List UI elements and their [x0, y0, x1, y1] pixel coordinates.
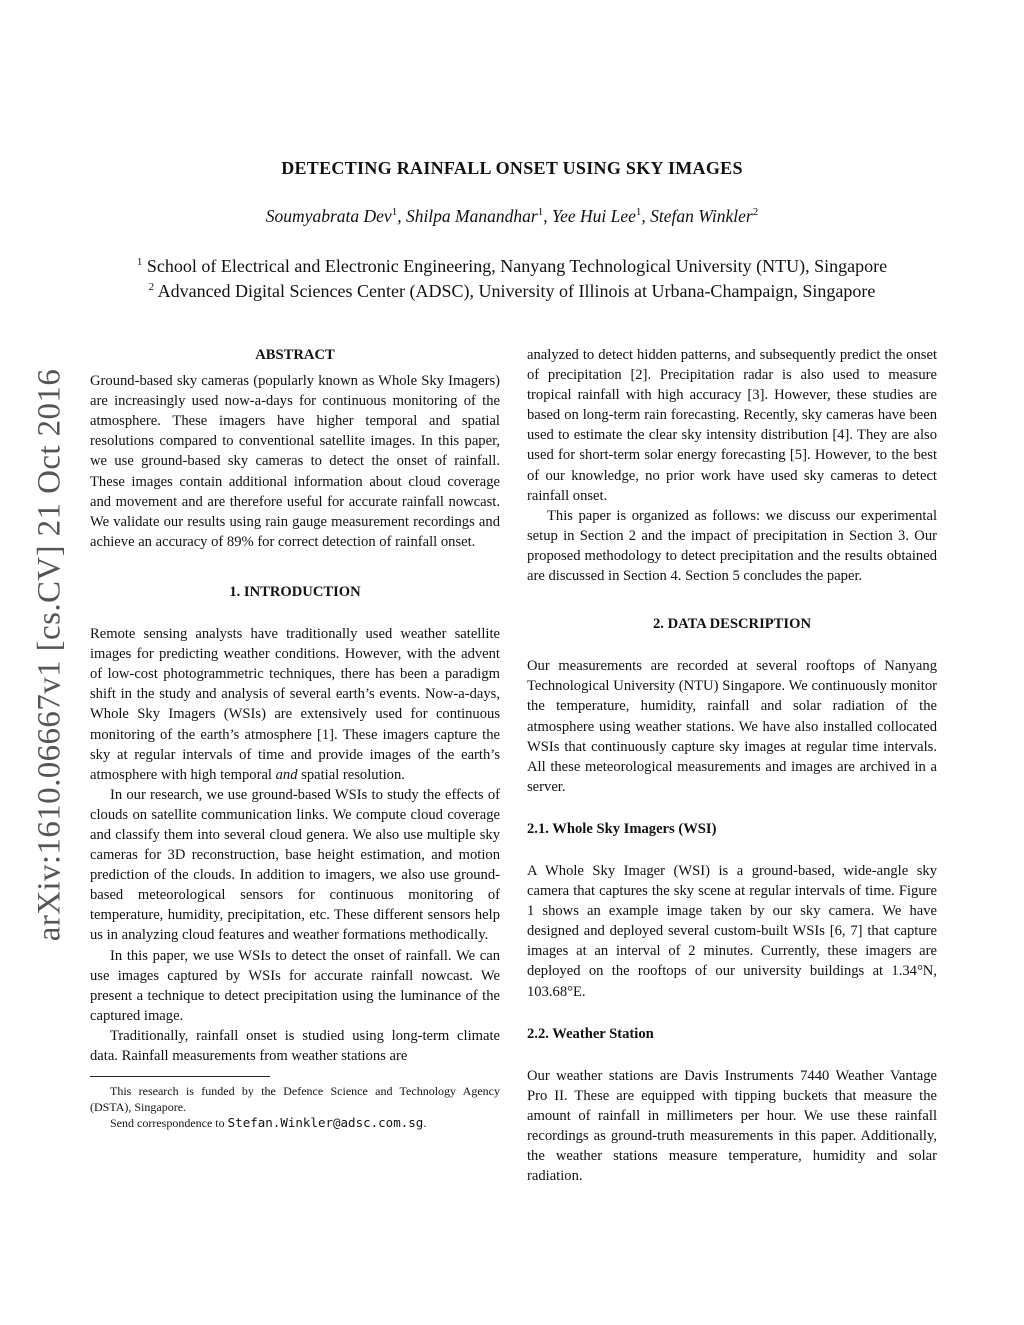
author-affiliation-mark: 1: [537, 206, 544, 219]
arxiv-identifier-text: arXiv:1610.06667v1 [cs.CV] 21 Oct 2016: [31, 368, 68, 942]
left-column: [90, 345, 500, 1131]
affiliation-number: 2: [148, 281, 155, 293]
intro-paragraph-4: Traditionally, rainfall onset is studied using long-term climate data. Rainfall measurements from weather stations are: [90, 1027, 500, 1064]
data-description-paragraph: Our measurements are recorded at several rooftops of Nanyang Technological University (NTU) Singapore. We continuously monitor the temperature, humidity, rainfall and solar radiation of the atmosphere using weather stations. We have also installed collocated WSIs that continuously capture sky images at regular time intervals. All these meteorological measurements and images are archived in a server.: [527, 658, 937, 795]
abstract-heading: ABSTRACT: [255, 347, 335, 363]
affiliation-2: [0, 281, 1024, 302]
intro-paragraph-4-continued: analyzed to detect hidden patterns, and subsequently predict the onset of precipitation [2]. Precipitation radar is also used to measure tropical rainfall with high accuracy [3]. However, these studies are based on long-term rain forecasting. Recently, sky cameras have been used to estimate the clear sky intensity distribution [4]. They are also used for short-term solar energy forecasting [5]. However, to the best of our knowledge, no prior work have used sky cameras to detect rainfall onset.: [527, 347, 937, 504]
abstract-text: Ground-based sky cameras (popularly known as Whole Sky Imagers) are increasingly used now-a-days for continuous monitoring of the atmosphere. These imagers have higher temporal and spatial resolutions compared to conventional satellite images. In this paper, we use ground-based sky cameras to detect the onset of rainfall. These images contain additional information about cloud coverage and movement and are therefore useful for accurate rainfall nowcast. We validate our results using rain gauge measurement recordings and achieve an accuracy of 89% for correct detection of rainfall onset.: [90, 373, 500, 550]
author-name: Soumyabrata Dev: [265, 206, 392, 226]
paper-title: DETECTING RAINFALL ONSET USING SKY IMAGES: [281, 158, 743, 178]
correspondence-email[interactable]: Stefan.Winkler@adsc.com.sg: [227, 1115, 424, 1131]
footnote-divider: [90, 1076, 270, 1077]
weather-station-paragraph: Our weather stations are Davis Instruments 7440 Weather Vantage Pro II. These are equipped with tipping buckets that measure the amount of rainfall in millimeters per hour. We use these rainfall recordings as ground-truth measurements in this paper. Additionally, the weather stations measure temperature, humidity and solar radiation.: [527, 1067, 937, 1185]
wsi-paragraph: A Whole Sky Imager (WSI) is a ground-based, wide-angle sky camera that captures the sky scene at regular intervals of time. Figure 1 shows an example image taken by our sky camera. We have designed and deployed several custom-built WSIs [6, 7] that capture images at an interval of 2 minutes. Currently, these imagers are deployed on the rooftops of our university buildings at 1.34°N, 103.68°E.: [527, 862, 937, 1000]
author-affiliation-mark: 1: [391, 206, 398, 219]
author-name: Shilpa Manandhar: [405, 206, 538, 226]
author-name: Yee Hui Lee: [551, 206, 636, 226]
author-affiliation-mark: 2: [752, 206, 759, 219]
author-name: Stefan Winkler: [650, 206, 753, 226]
data-description-heading: 2. DATA DESCRIPTION: [653, 616, 811, 633]
intro-paragraph-5: This paper is organized as follows: we discuss our experimental setup in Section 2 and the impact of precipitation in Section 3. Our proposed methodology to detect precipitation and the results obtained are discussed in Section 4. Section 5 concludes the paper.: [527, 507, 937, 585]
affiliation-1: [0, 256, 1024, 277]
weather-station-subsection-heading: 2.2. Weather Station: [527, 1025, 654, 1042]
affiliation-text: School of Electrical and Electronic Engineering, Nanyang Technological University (NTU), Singapore: [146, 256, 888, 276]
intro-paragraph-3: In this paper, we use WSIs to detect the onset of rainfall. We can use images captured by WSIs for accurate rainfall nowcast. We present a technique to detect precipitation using the luminance of the captured image.: [90, 947, 500, 1024]
author-list: Soumyabrata Dev$^1$, Shilpa Manandhar$^1$, Yee Hui Lee$^1$, Stefan Winkler$^2$: [265, 206, 759, 226]
author-affiliation-mark: 1: [635, 206, 642, 219]
footnote-funding: This research is funded by the Defence Science and Technology Agency (DSTA), Singapore.: [90, 1084, 500, 1115]
introduction-heading: 1. INTRODUCTION: [229, 583, 361, 600]
affiliation-number: 1: [136, 256, 143, 268]
emphasis-and: and: [275, 766, 298, 783]
right-column: [527, 345, 937, 1186]
affiliation-text: Advanced Digital Sciences Center (ADSC), University of Illinois at Urbana-Champaign, Singapore: [157, 281, 876, 301]
wsi-subsection-heading: 2.1. Whole Sky Imagers (WSI): [527, 820, 717, 837]
arxiv-identifier: [6, 355, 86, 955]
intro-paragraph-1: Remote sensing analysts have traditionally used weather satellite images for predicting weather conditions. However, with the advent of low-cost photogrammetric techniques, there has been a paradigm shift in the study and analysis of several earth’s events. Now-a-days, Whole Sky Imagers (WSIs) are extensively used for continuous monitoring of the earth’s atmosphere [1]. These imagers capture the sky at regular intervals of time and provide images of the earth’s atmosphere with high temporal and spatial resolution.: [90, 626, 500, 783]
intro-paragraph-2: In our research, we use ground-based WSIs to study the effects of clouds on satellite communication links. We compute cloud coverage and classify them into several cloud genera. We also use multiple sky cameras for 3D reconstruction, base height estimation, and motion prediction of the clouds. In addition to imagers, we also use ground-based meteorological sensors for continuous monitoring of temperature, humidity, precipitation, etc. These different sensors help us in analyzing cloud features and weather formations methodically.: [90, 786, 500, 944]
footnote-correspondence: Send correspondence to Stefan.Winkler@adsc.com.sg.: [110, 1115, 427, 1131]
